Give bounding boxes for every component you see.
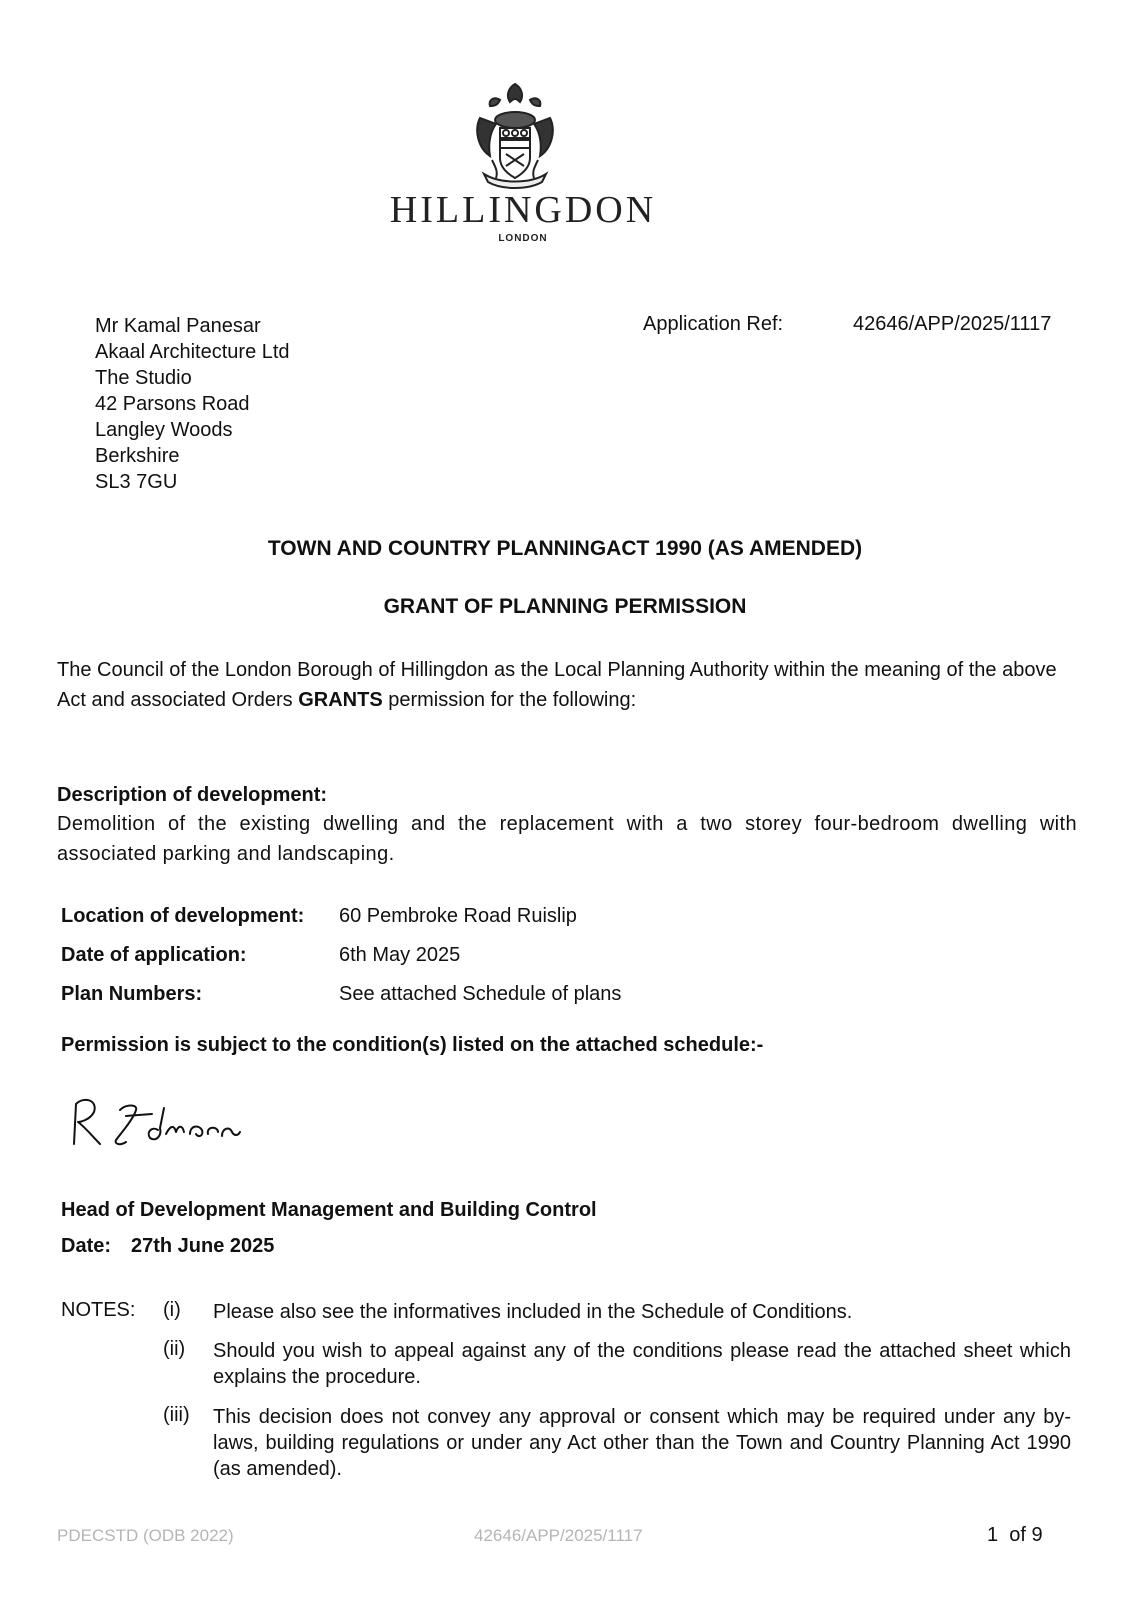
addressee-line: 42 Parsons Road <box>95 393 250 415</box>
addressee-line: Akaal Architecture Ltd <box>95 341 290 363</box>
footer-ref: 42646/APP/2025/1117 <box>474 1526 643 1545</box>
notes-label: NOTES: <box>61 1299 136 1321</box>
addressee-line: Mr Kamal Panesar <box>95 315 261 337</box>
plan-numbers-label: Plan Numbers: <box>61 983 203 1005</box>
description-text: Demolition of the existing dwelling and the replacement with a two storey four-bedroom dwelling with associated parking and landscaping. <box>57 813 1077 865</box>
intro-emphasis: GRANTS <box>298 689 383 711</box>
conditions-subject-line: Permission is subject to the condition(s) listed on the attached schedule:- <box>61 1034 764 1056</box>
note-number: (ii) <box>163 1338 186 1360</box>
note-text: Please also see the informatives included in the Schedule of Conditions. <box>213 1301 853 1323</box>
signatory-title: Head of Development Management and Building Control <box>61 1199 597 1221</box>
note-number: (iii) <box>163 1404 190 1426</box>
note-text: This decision does not convey any approval or consent which may be required under any by-laws, building regulations or under any Act other than the Town and Country Planning Act 1990 (as amended). <box>213 1406 1071 1480</box>
decision-date-value: 27th June 2025 <box>131 1235 275 1257</box>
intro-text-after: permission for the following: <box>382 689 637 711</box>
description-label: Description of development: <box>57 784 328 806</box>
application-ref-value: 42646/APP/2025/1117 <box>853 313 1052 335</box>
footer-page-number: 1 of 9 <box>987 1524 1043 1546</box>
note-text: Should you wish to appeal against any of the conditions please read the attached sheet which explains the procedure. <box>213 1340 1071 1388</box>
addressee-line: Berkshire <box>95 445 180 467</box>
council-crest-icon <box>470 78 560 196</box>
grant-heading: GRANT OF PLANNING PERMISSION <box>383 595 747 618</box>
plan-numbers-value: See attached Schedule of plans <box>339 983 622 1005</box>
addressee-block <box>95 313 290 495</box>
application-ref-label: Application Ref: <box>643 313 784 335</box>
addressee-line: The Studio <box>95 367 192 389</box>
act-heading: TOWN AND COUNTRY PLANNINGACT 1990 (AS AMENDED) <box>267 537 863 560</box>
addressee-line: Langley Woods <box>95 419 233 441</box>
handwritten-signature <box>62 1082 272 1162</box>
logo-wordmark: HILLINGDON <box>389 189 657 231</box>
location-value: 60 Pembroke Road Ruislip <box>339 905 577 927</box>
location-label: Location of development: <box>61 905 305 927</box>
intro-paragraph <box>57 655 1077 715</box>
footer-form-code: PDECSTD (ODB 2022) <box>57 1526 234 1545</box>
logo-subtitle: LONDON <box>498 233 548 244</box>
application-date-label: Date of application: <box>61 944 247 966</box>
application-date-value: 6th May 2025 <box>339 944 461 966</box>
addressee-line: SL3 7GU <box>95 471 178 493</box>
decision-date-label: Date: <box>61 1235 112 1257</box>
note-number: (i) <box>163 1299 181 1321</box>
intro-text-before: The Council of the London Borough of Hillingdon as the Local Planning Authority within the meaning of the above Act and associated Orders <box>57 659 1057 711</box>
